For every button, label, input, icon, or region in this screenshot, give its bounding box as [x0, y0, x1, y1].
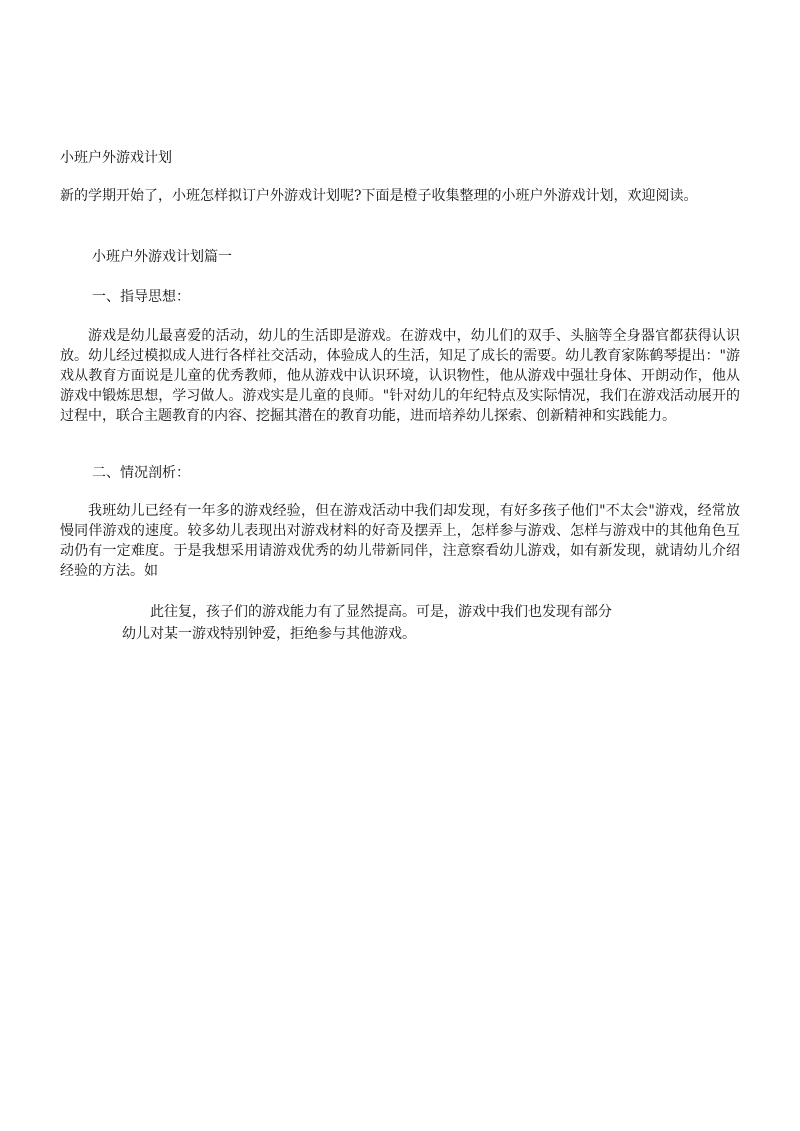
paragraph-continuation-line-2: 幼儿对某一游戏特别钟爱，拒绝参与其他游戏。	[122, 626, 416, 642]
section-title: 小班户外游戏计划篇一	[92, 249, 232, 265]
paragraph-guiding-ideology: 游戏是幼儿最喜爱的活动，幼儿的生活即是游戏。在游戏中，幼儿们的双手、头脑等全身器官都获得认识放。幼儿经过模拟成人进行各样社交活动，体验成人的生活，知足了成长的需要。幼儿教育家陈鹤琴提出："游戏从教育方面说是儿童的优秀教师，他从游戏中认识环境，认识物性，他从游戏中强壮身体、开朗动作，他从游戏中锻炼思想，学习做人。游戏实是儿童的良师。"针对幼儿的年纪特点及实际情况，我们在游戏活动展开的过程中，联合主题教育的内容、挖掘其潜在的教育功能，进而培养幼儿探索、创新精神和实践能力。	[60, 328, 740, 424]
paragraph-continuation-line-1: 此往复，孩子们的游戏能力有了显然提高。可是，游戏中我们也发现有部分	[150, 604, 612, 620]
document-title: 小班户外游戏计划	[60, 150, 172, 166]
intro-paragraph: 新的学期开始了，小班怎样拟订户外游戏计划呢?下面是橙子收集整理的小班户外游戏计划，欢迎阅读。	[60, 188, 698, 204]
heading-situation-analysis: 二、情况剖析：	[92, 465, 190, 481]
heading-guiding-ideology: 一、指导思想：	[92, 289, 190, 305]
paragraph-situation-analysis: 我班幼儿已经有一年多的游戏经验，但在游戏活动中我们却发现，有好多孩子他们"不太会"游戏，经常放慢同伴游戏的速度。较多幼儿表现出对游戏材料的好奇及摆弄上，怎样参与游戏、怎样与游戏中的其他角色互动仍有一定难度。于是我想采用请游戏优秀的幼儿带新同伴，注意察看幼儿游戏，如有新发现，就请幼儿介绍经验的方法。如	[60, 503, 740, 579]
